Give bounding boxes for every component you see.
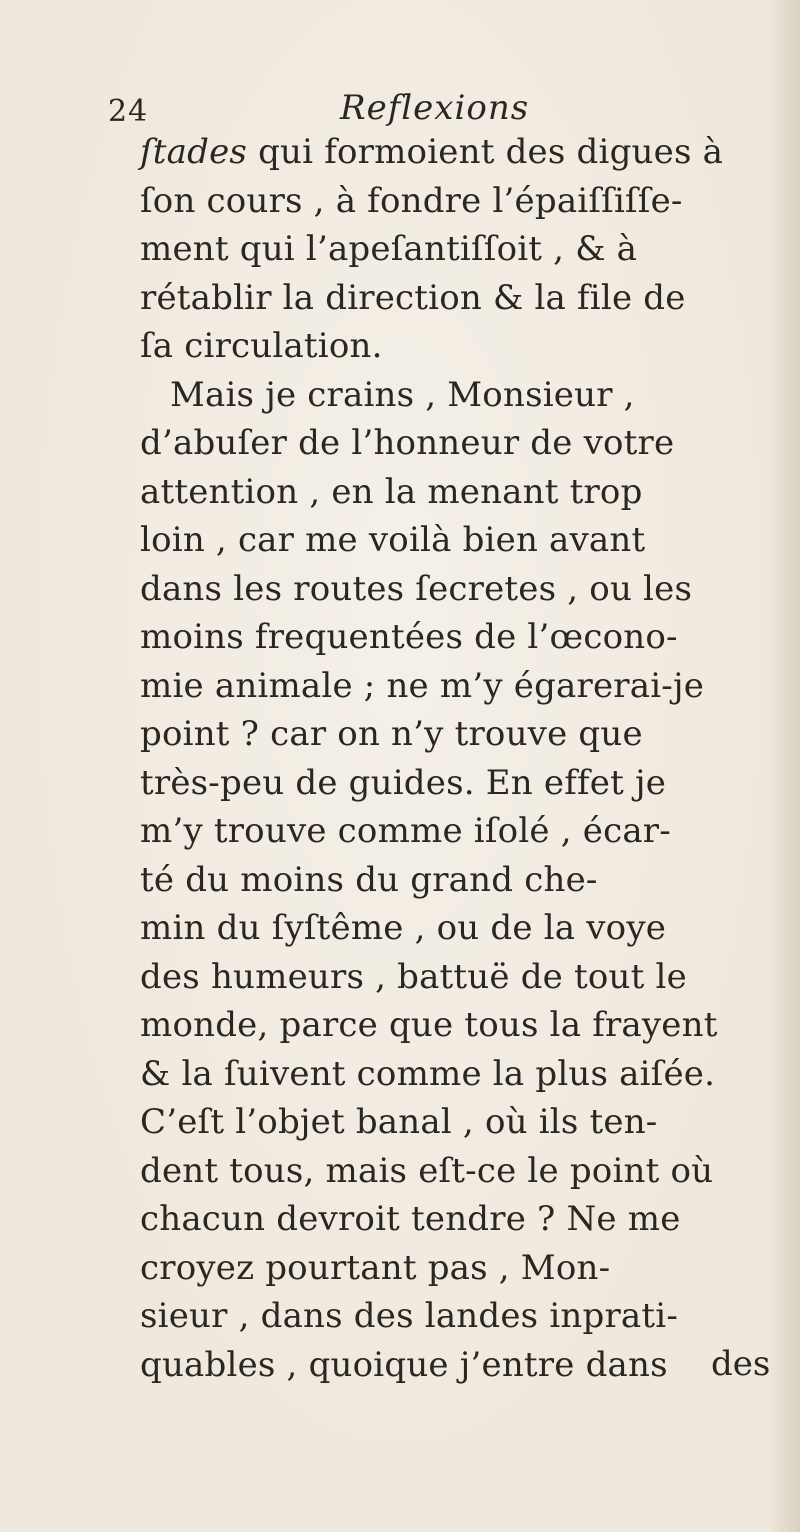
text-line: ſon cours , à fondre l’épaiſſiſſe- <box>140 180 683 221</box>
text-line: des humeurs , battuë de tout le <box>140 956 687 997</box>
text-line: mie animale ; ne m’y égarerai-je <box>140 665 705 706</box>
text-line: C’eſt l’objet banal , où ils ten- <box>140 1102 658 1142</box>
text-line: chacun devroit tendre ? Ne me <box>140 1199 681 1239</box>
text-line: & la ſuivent comme la plus aiſée. <box>140 1053 716 1094</box>
text-line: sieur , dans des landes inprati- <box>140 1296 679 1336</box>
running-head: Reflexions <box>340 88 530 128</box>
catchword: des <box>711 1344 771 1384</box>
text-line: croyez pourtant pas , Mon- <box>140 1247 611 1288</box>
page-number: 24 <box>108 94 149 129</box>
text-line: moins frequentées de l’œcono- <box>140 617 678 657</box>
text-line: point ? car on n’y trouve que <box>140 714 643 754</box>
text-line: loin , car me voilà bien avant <box>140 520 646 560</box>
text-line: m’y trouve comme iſolé , écar- <box>140 811 671 851</box>
text-line: très-peu de guides. En effet je <box>140 762 667 803</box>
paragraph-start-line: Mais je crains , Monsieur , <box>170 374 635 415</box>
text-line: d’abuſer de l’honneur de votre <box>140 423 675 463</box>
page-header <box>108 88 668 130</box>
body-text <box>140 128 780 1389</box>
text-line: attention , en la menant trop <box>140 471 643 512</box>
text-line: monde, parce que tous la frayent <box>140 1005 718 1045</box>
text-line: min du ſyſtême , ou de la voye <box>140 908 667 948</box>
text-line: quables , quoique j’entre dans <box>140 1344 668 1385</box>
text-line: dans les routes ſecretes , ou les <box>140 568 693 609</box>
text-line: ment qui l’apeſantiſſoit , & à <box>140 229 638 269</box>
text-line: ſa circulation. <box>140 326 383 366</box>
text-line: dent tous, mais eſt-ce le point où <box>140 1150 714 1191</box>
text-line: rétablir la direction & la file de <box>140 277 686 318</box>
text-line: té du moins du grand che- <box>140 859 598 900</box>
text-line: ſtades qui formoient des digues à <box>140 132 724 172</box>
